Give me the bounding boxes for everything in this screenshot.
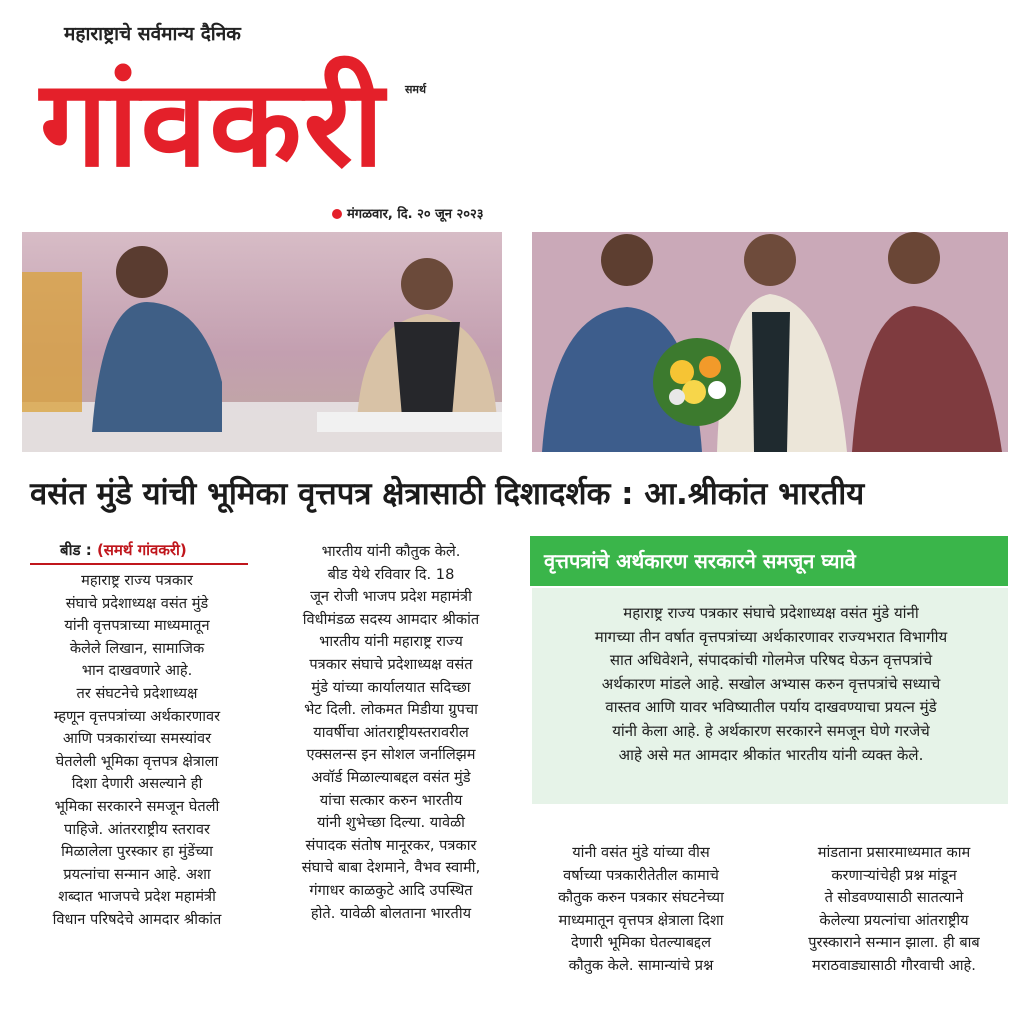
dateline-place: बीड : (60, 541, 92, 559)
article-line: मराठवाड्यासाठी गौरवाची आहे. (812, 956, 976, 974)
article-line: केलेल्या प्रयत्नांचा आंतराष्ट्रीय (819, 911, 969, 929)
summary-box-text (556, 602, 986, 767)
article-line: भेट दिली. लोकमत मिडीया ग्रुपचा (304, 701, 478, 719)
article-line: यांनी वसंत मुंडे यांच्या वीस (572, 844, 710, 861)
article-line: होते. यावेळी बोलताना भारतीय (310, 904, 472, 922)
article-line: ते सोडवण्यासाठी सातत्याने (824, 889, 964, 907)
article-line: भारतीय यांनी महाराष्ट्र राज्य (319, 633, 463, 651)
article-line: यांनी शुभेच्छा दिल्या. यावेळी (317, 814, 465, 832)
box-line: वास्तव आणि यावर भविष्यातील पर्याय दाखवण्याचा प्रयत्न मुंडे (605, 698, 937, 717)
article-column-4 (778, 842, 1010, 978)
article-line: घेतलेली भूमिका वृत्तपत्र क्षेत्राला (55, 752, 219, 770)
article-line: भूमिका सरकारने समजून घेतली (54, 797, 220, 815)
article-line: विधान परिषदेचे आमदार श्रीकांत (52, 910, 222, 928)
article-line: म्हणून वृत्तपत्रांच्या अर्थकारणावर (53, 707, 221, 725)
photo-felicitation (532, 232, 1008, 452)
article-line: प्रयत्नांचा सन्मान आहे. अशा (63, 865, 211, 883)
article-line: यांचा सत्कार करुन भारतीय (319, 791, 463, 809)
article-line: गंगाधर काळकुटे आदि उपस्थित (309, 881, 473, 899)
article-column-1 (22, 570, 252, 932)
article-line: आणि पत्रकारांच्या समस्यांवर (62, 730, 212, 748)
box-line: यांनी केला आहे. हे अर्थकारण सरकारने समजून घेणे गरजेचे (612, 721, 930, 740)
newspaper-logo: गांवकरी (40, 55, 386, 194)
article-line: एक्सलन्स इन सोशल जर्नालिझम (306, 746, 476, 764)
article-line: शब्दात भाजपचे प्रदेश महामंत्री (58, 888, 216, 906)
article-line: जून रोजी भाजप प्रदेश महामंत्री (310, 588, 472, 606)
article-line: पुरस्काराने सन्मान झाला. ही बाब (808, 934, 980, 952)
article-line: अवॉर्ड मिळाल्याबद्दल वसंत मुंडे (311, 768, 471, 786)
headline: वसंत मुंडे यांची भूमिका वृत्तपत्र क्षेत्रासाठी दिशादर्शक : आ.श्रीकांत भारतीय (30, 476, 865, 512)
box-heading: वृत्तपत्रांचे अर्थकारण सरकारने समजून घ्यावे (530, 536, 1008, 586)
article-line: दिशा देणारी असल्याने ही (71, 775, 203, 793)
meeting-illustration (22, 232, 502, 452)
article-line: मुंडे यांच्या कार्यालयात सदिच्छा (311, 678, 471, 696)
box-line: आहे असे मत आमदार श्रीकांत भारतीय यांनी व्यक्त केले. (618, 745, 924, 764)
article-line: तर संघटनेचे प्रदेशाध्यक्ष (76, 684, 198, 702)
article-column-2 (275, 541, 507, 925)
box-line: सात अधिवेशने, संपादकांची गोलमेज परिषद घेऊन वृत्तपत्रांचे (609, 651, 933, 670)
article-line: वर्षाच्या पत्रकारीतेतील कामाचे (563, 866, 719, 884)
article-line: कौतुक केले. सामान्यांचे प्रश्न (568, 956, 714, 974)
photo-meeting (22, 232, 502, 452)
masthead-tagline: महाराष्ट्राचे सर्वमान्य दैनिक (64, 23, 241, 45)
article-line: मिळालेला पुरस्कार हा मुंडेंच्या (61, 843, 213, 861)
article-line: केलेले लिखान, सामाजिक (69, 639, 205, 657)
article-line: विधीमंडळ सदस्य आमदार श्रीकांत (302, 610, 480, 628)
article-line: देणारी भूमिका घेतल्याबद्दल (570, 934, 711, 952)
box-line: अर्थकारण मांडले आहे. सखोल अभ्यास करुन वृत्तपत्रांचे सध्याचे (601, 674, 941, 693)
dateline-source: (समर्थ गांवकरी) (96, 541, 187, 559)
article-column-3 (525, 842, 757, 978)
box-line: महाराष्ट्र राज्य पत्रकार संघाचे प्रदेशाध्यक्ष वसंत मुंडे यांनी (623, 604, 919, 622)
article-line: संघाचे प्रदेशाध्यक्ष वसंत मुंडे (65, 594, 209, 612)
dateline-rule (30, 563, 248, 565)
article-line: महाराष्ट्र राज्य पत्रकार (81, 572, 193, 589)
article-line: पत्रकार संघाचे प्रदेशाध्यक्ष वसंत (309, 655, 473, 673)
article-line: माध्यमातून वृत्तपत्र क्षेत्राला दिशा (558, 911, 724, 929)
article-line: करणाऱ्यांचेही प्रश्न मांडून (831, 866, 957, 884)
article-line: यांनी वृत्तपत्राच्या माध्यमातून (64, 617, 210, 635)
article-line: कौतुक करुन पत्रकार संघटनेच्या (558, 889, 724, 907)
logo-small-label: समर्थ (405, 83, 427, 96)
article-line: मांडताना प्रसारमाध्यमात काम (817, 844, 971, 861)
bullet-icon (332, 209, 342, 219)
issue-date-text: मंगळवार, दि. २० जून २०२३ (347, 207, 484, 222)
box-line: मागच्या तीन वर्षात वृत्तपत्रांच्या अर्थकारणावर राज्यभरात विभागीय (594, 627, 948, 646)
issue-date (332, 204, 484, 222)
article-line: भान दाखवणारे आहे. (81, 662, 193, 680)
article-line: संघाचे बाबा देशमाने, वैभव स्वामी, (301, 859, 481, 877)
article-line: संपादक संतोष मानूरकर, पत्रकार (305, 836, 477, 854)
felicitation-illustration (532, 232, 1008, 452)
article-line: पाहिजे. आंतरराष्ट्रीय स्तरावर (64, 820, 210, 838)
article-line: भारतीय यांनी कौतुक केले. (321, 543, 461, 560)
article-line: बीड येथे रविवार दि. 18 (327, 565, 455, 583)
article-line: यावर्षीचा आंतराष्ट्रीयस्तरावरील (313, 723, 469, 741)
dateline (60, 540, 187, 560)
